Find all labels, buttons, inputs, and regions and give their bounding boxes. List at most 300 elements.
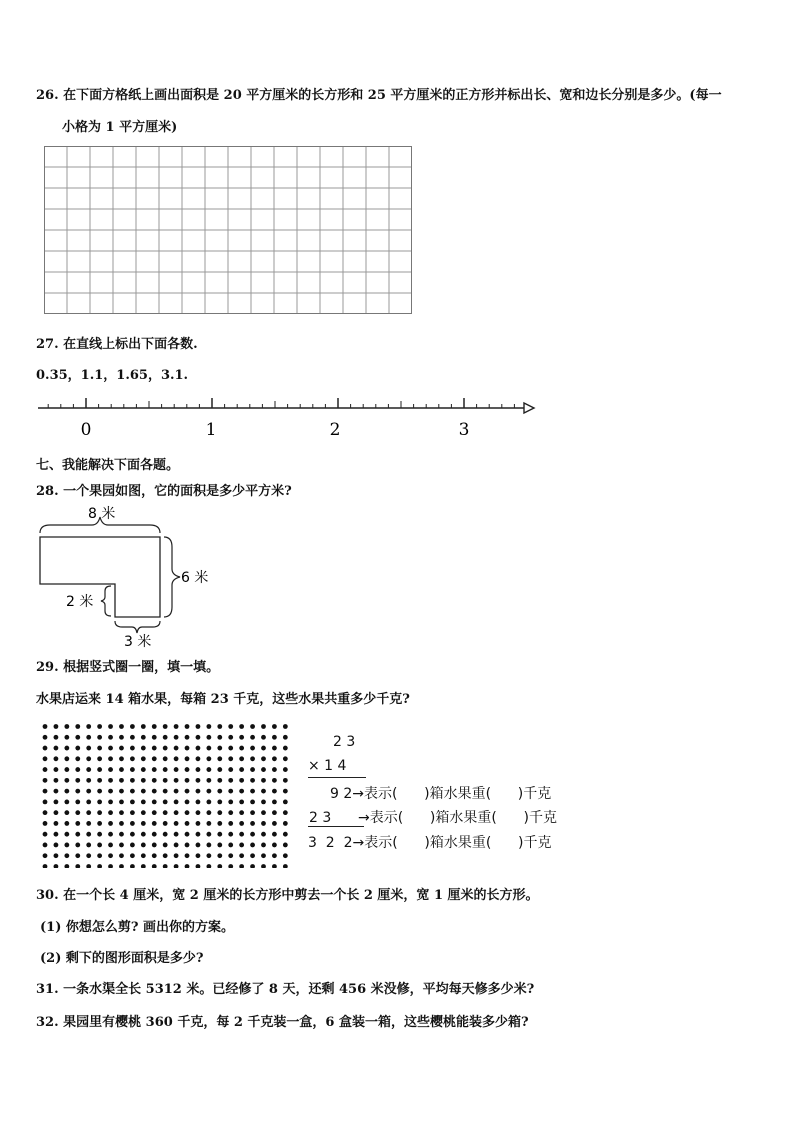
dot[interactable]: [119, 746, 124, 751]
dot[interactable]: [108, 843, 113, 848]
dot[interactable]: [239, 843, 244, 848]
dot[interactable]: [119, 810, 124, 815]
dot[interactable]: [174, 832, 179, 837]
dot[interactable]: [239, 853, 244, 858]
dot[interactable]: [228, 767, 233, 772]
dot[interactable]: [43, 789, 48, 794]
dot[interactable]: [196, 853, 201, 858]
dot[interactable]: [283, 843, 288, 848]
dot[interactable]: [97, 778, 102, 783]
dot[interactable]: [174, 778, 179, 783]
dot[interactable]: [283, 799, 288, 804]
dot[interactable]: [54, 756, 59, 761]
dot[interactable]: [261, 778, 266, 783]
dot[interactable]: [130, 789, 135, 794]
dot[interactable]: [130, 843, 135, 848]
dot[interactable]: [119, 853, 124, 858]
dot[interactable]: [43, 767, 48, 772]
dot[interactable]: [108, 810, 113, 815]
dot[interactable]: [108, 746, 113, 751]
dot[interactable]: [239, 832, 244, 837]
dot[interactable]: [86, 810, 91, 815]
dot[interactable]: [108, 778, 113, 783]
dot[interactable]: [261, 864, 266, 868]
dot[interactable]: [75, 767, 80, 772]
dot[interactable]: [261, 799, 266, 804]
dot[interactable]: [239, 746, 244, 751]
dot[interactable]: [54, 810, 59, 815]
dot[interactable]: [206, 864, 211, 868]
dot[interactable]: [152, 767, 157, 772]
dot[interactable]: [174, 799, 179, 804]
dot[interactable]: [272, 843, 277, 848]
dot[interactable]: [130, 810, 135, 815]
dot[interactable]: [97, 789, 102, 794]
dot[interactable]: [228, 735, 233, 740]
dot[interactable]: [75, 756, 80, 761]
dot[interactable]: [43, 853, 48, 858]
dot[interactable]: [174, 821, 179, 826]
dot[interactable]: [130, 821, 135, 826]
dot[interactable]: [97, 767, 102, 772]
dot[interactable]: [43, 810, 48, 815]
dot[interactable]: [119, 778, 124, 783]
dot[interactable]: [75, 789, 80, 794]
dot[interactable]: [64, 810, 69, 815]
dot[interactable]: [119, 756, 124, 761]
dot[interactable]: [174, 735, 179, 740]
dot[interactable]: [141, 778, 146, 783]
dot[interactable]: [119, 724, 124, 729]
dot[interactable]: [261, 756, 266, 761]
dot[interactable]: [86, 756, 91, 761]
dot[interactable]: [206, 810, 211, 815]
dot[interactable]: [239, 756, 244, 761]
dot[interactable]: [206, 799, 211, 804]
dot[interactable]: [97, 746, 102, 751]
dot[interactable]: [217, 746, 222, 751]
dot[interactable]: [283, 864, 288, 868]
dot[interactable]: [250, 756, 255, 761]
dot[interactable]: [217, 778, 222, 783]
dot[interactable]: [163, 778, 168, 783]
dot[interactable]: [206, 735, 211, 740]
dot[interactable]: [86, 853, 91, 858]
dot[interactable]: [43, 821, 48, 826]
dot[interactable]: [185, 746, 190, 751]
dot[interactable]: [141, 843, 146, 848]
dot[interactable]: [119, 864, 124, 868]
dot[interactable]: [283, 853, 288, 858]
dot[interactable]: [228, 821, 233, 826]
dot[interactable]: [261, 821, 266, 826]
dot[interactable]: [43, 864, 48, 868]
dot[interactable]: [283, 735, 288, 740]
dot[interactable]: [217, 724, 222, 729]
dot[interactable]: [185, 810, 190, 815]
dot[interactable]: [206, 843, 211, 848]
dot[interactable]: [64, 821, 69, 826]
dot[interactable]: [272, 853, 277, 858]
dot[interactable]: [272, 832, 277, 837]
dot[interactable]: [185, 724, 190, 729]
dot[interactable]: [141, 832, 146, 837]
dot[interactable]: [217, 799, 222, 804]
dot[interactable]: [272, 810, 277, 815]
dot[interactable]: [174, 789, 179, 794]
dot[interactable]: [228, 832, 233, 837]
dot[interactable]: [64, 735, 69, 740]
dot[interactable]: [174, 810, 179, 815]
dot[interactable]: [185, 756, 190, 761]
dot[interactable]: [185, 799, 190, 804]
dot[interactable]: [119, 789, 124, 794]
dot[interactable]: [75, 735, 80, 740]
dot[interactable]: [261, 789, 266, 794]
dot[interactable]: [108, 864, 113, 868]
dot[interactable]: [228, 799, 233, 804]
dot[interactable]: [130, 778, 135, 783]
dot[interactable]: [174, 864, 179, 868]
dot[interactable]: [163, 735, 168, 740]
dot[interactable]: [217, 864, 222, 868]
dot[interactable]: [283, 821, 288, 826]
dot[interactable]: [108, 789, 113, 794]
dot[interactable]: [43, 778, 48, 783]
dot[interactable]: [54, 853, 59, 858]
dot[interactable]: [239, 799, 244, 804]
dot[interactable]: [185, 853, 190, 858]
dot[interactable]: [152, 810, 157, 815]
dot[interactable]: [64, 756, 69, 761]
dot[interactable]: [239, 821, 244, 826]
dot[interactable]: [163, 810, 168, 815]
dot[interactable]: [163, 756, 168, 761]
dot[interactable]: [283, 832, 288, 837]
dot[interactable]: [206, 756, 211, 761]
dot[interactable]: [185, 778, 190, 783]
dot[interactable]: [43, 756, 48, 761]
dot[interactable]: [272, 864, 277, 868]
dot[interactable]: [97, 843, 102, 848]
dot[interactable]: [206, 746, 211, 751]
dot[interactable]: [239, 767, 244, 772]
dot[interactable]: [239, 735, 244, 740]
dot[interactable]: [97, 832, 102, 837]
dot[interactable]: [228, 789, 233, 794]
dot[interactable]: [174, 756, 179, 761]
dot[interactable]: [228, 843, 233, 848]
dot[interactable]: [261, 735, 266, 740]
dot[interactable]: [108, 821, 113, 826]
dot[interactable]: [130, 756, 135, 761]
dot[interactable]: [163, 821, 168, 826]
dot[interactable]: [75, 799, 80, 804]
dot[interactable]: [163, 832, 168, 837]
dot[interactable]: [261, 810, 266, 815]
dot[interactable]: [272, 767, 277, 772]
dot[interactable]: [250, 832, 255, 837]
dot[interactable]: [272, 778, 277, 783]
dot[interactable]: [261, 843, 266, 848]
dot[interactable]: [163, 864, 168, 868]
dot[interactable]: [250, 821, 255, 826]
dot[interactable]: [152, 778, 157, 783]
dot[interactable]: [54, 832, 59, 837]
dot[interactable]: [152, 853, 157, 858]
dot[interactable]: [64, 832, 69, 837]
dot[interactable]: [239, 810, 244, 815]
dot[interactable]: [64, 799, 69, 804]
dot[interactable]: [250, 778, 255, 783]
dot[interactable]: [185, 843, 190, 848]
dot[interactable]: [130, 724, 135, 729]
dot[interactable]: [97, 853, 102, 858]
dot[interactable]: [64, 767, 69, 772]
dot[interactable]: [261, 746, 266, 751]
dot[interactable]: [54, 767, 59, 772]
dot[interactable]: [130, 832, 135, 837]
dot[interactable]: [163, 853, 168, 858]
dot[interactable]: [86, 821, 91, 826]
dot[interactable]: [54, 843, 59, 848]
dot[interactable]: [43, 843, 48, 848]
dot[interactable]: [54, 799, 59, 804]
dot[interactable]: [239, 778, 244, 783]
dot[interactable]: [108, 853, 113, 858]
dot[interactable]: [217, 843, 222, 848]
dot[interactable]: [250, 843, 255, 848]
dot[interactable]: [239, 789, 244, 794]
dot[interactable]: [250, 799, 255, 804]
dot[interactable]: [250, 724, 255, 729]
dot[interactable]: [108, 756, 113, 761]
dot[interactable]: [141, 724, 146, 729]
dot[interactable]: [283, 789, 288, 794]
dot[interactable]: [43, 724, 48, 729]
dot[interactable]: [86, 799, 91, 804]
dot[interactable]: [97, 810, 102, 815]
dot[interactable]: [86, 789, 91, 794]
dot[interactable]: [97, 821, 102, 826]
dot[interactable]: [130, 799, 135, 804]
dot[interactable]: [185, 767, 190, 772]
dot[interactable]: [141, 767, 146, 772]
dot[interactable]: [64, 843, 69, 848]
dot[interactable]: [261, 767, 266, 772]
dot[interactable]: [97, 756, 102, 761]
dot[interactable]: [152, 799, 157, 804]
dot[interactable]: [108, 799, 113, 804]
dot[interactable]: [185, 864, 190, 868]
dot[interactable]: [43, 832, 48, 837]
dot[interactable]: [174, 853, 179, 858]
dot[interactable]: [206, 832, 211, 837]
dot[interactable]: [250, 810, 255, 815]
dot[interactable]: [141, 864, 146, 868]
dot[interactable]: [174, 724, 179, 729]
dot[interactable]: [283, 778, 288, 783]
dot[interactable]: [196, 724, 201, 729]
dot[interactable]: [130, 735, 135, 740]
dot[interactable]: [217, 767, 222, 772]
dot[interactable]: [86, 767, 91, 772]
dot[interactable]: [272, 735, 277, 740]
dot[interactable]: [217, 735, 222, 740]
dot[interactable]: [217, 789, 222, 794]
dot[interactable]: [152, 821, 157, 826]
dot[interactable]: [54, 724, 59, 729]
dot[interactable]: [75, 724, 80, 729]
dot[interactable]: [141, 756, 146, 761]
dot[interactable]: [86, 724, 91, 729]
dot[interactable]: [283, 810, 288, 815]
dot[interactable]: [141, 735, 146, 740]
dot[interactable]: [196, 756, 201, 761]
dot[interactable]: [54, 789, 59, 794]
dot[interactable]: [97, 864, 102, 868]
dot[interactable]: [43, 735, 48, 740]
dot[interactable]: [185, 832, 190, 837]
dot[interactable]: [196, 799, 201, 804]
dot-array[interactable]: [42, 724, 290, 868]
dot[interactable]: [54, 746, 59, 751]
dot[interactable]: [185, 735, 190, 740]
dot[interactable]: [152, 756, 157, 761]
dot[interactable]: [75, 843, 80, 848]
dot[interactable]: [250, 746, 255, 751]
dot[interactable]: [86, 864, 91, 868]
dot[interactable]: [163, 746, 168, 751]
dot[interactable]: [196, 843, 201, 848]
dot[interactable]: [217, 756, 222, 761]
dot[interactable]: [152, 735, 157, 740]
dot[interactable]: [196, 778, 201, 783]
dot[interactable]: [196, 789, 201, 794]
dot[interactable]: [217, 832, 222, 837]
dot[interactable]: [272, 821, 277, 826]
dot[interactable]: [185, 789, 190, 794]
dot[interactable]: [119, 767, 124, 772]
dot[interactable]: [97, 724, 102, 729]
dot[interactable]: [141, 821, 146, 826]
dot[interactable]: [54, 821, 59, 826]
dot[interactable]: [43, 799, 48, 804]
dot[interactable]: [75, 778, 80, 783]
dot[interactable]: [163, 767, 168, 772]
dot[interactable]: [163, 724, 168, 729]
dot[interactable]: [75, 832, 80, 837]
dot[interactable]: [152, 832, 157, 837]
dot[interactable]: [119, 799, 124, 804]
dot[interactable]: [272, 789, 277, 794]
dot[interactable]: [86, 735, 91, 740]
dot[interactable]: [64, 724, 69, 729]
dot[interactable]: [152, 746, 157, 751]
dot[interactable]: [75, 746, 80, 751]
dot[interactable]: [174, 843, 179, 848]
dot[interactable]: [130, 853, 135, 858]
dot[interactable]: [239, 724, 244, 729]
dot[interactable]: [272, 724, 277, 729]
dot[interactable]: [196, 864, 201, 868]
dot[interactable]: [119, 843, 124, 848]
dot[interactable]: [75, 821, 80, 826]
dot[interactable]: [119, 821, 124, 826]
dot[interactable]: [130, 864, 135, 868]
dot[interactable]: [228, 756, 233, 761]
dot[interactable]: [64, 746, 69, 751]
dot[interactable]: [43, 746, 48, 751]
dot[interactable]: [152, 843, 157, 848]
dot[interactable]: [64, 789, 69, 794]
dot[interactable]: [250, 853, 255, 858]
dot[interactable]: [261, 853, 266, 858]
dot[interactable]: [75, 864, 80, 868]
dot[interactable]: [152, 864, 157, 868]
dot[interactable]: [185, 821, 190, 826]
dot[interactable]: [283, 767, 288, 772]
dot[interactable]: [272, 799, 277, 804]
dot[interactable]: [97, 735, 102, 740]
dot[interactable]: [174, 746, 179, 751]
dot[interactable]: [196, 832, 201, 837]
dot[interactable]: [283, 756, 288, 761]
dot[interactable]: [250, 789, 255, 794]
dot[interactable]: [108, 724, 113, 729]
dot[interactable]: [141, 853, 146, 858]
dot[interactable]: [64, 853, 69, 858]
dot[interactable]: [261, 832, 266, 837]
dot[interactable]: [130, 746, 135, 751]
dot[interactable]: [108, 735, 113, 740]
dot[interactable]: [206, 821, 211, 826]
dot[interactable]: [86, 746, 91, 751]
dot[interactable]: [196, 821, 201, 826]
dot[interactable]: [228, 724, 233, 729]
dot[interactable]: [283, 724, 288, 729]
dot[interactable]: [206, 778, 211, 783]
dot[interactable]: [206, 853, 211, 858]
dot[interactable]: [206, 789, 211, 794]
dot[interactable]: [141, 810, 146, 815]
dot[interactable]: [228, 746, 233, 751]
dot[interactable]: [283, 746, 288, 751]
dot[interactable]: [228, 853, 233, 858]
dot[interactable]: [239, 864, 244, 868]
dot[interactable]: [163, 843, 168, 848]
dot[interactable]: [108, 767, 113, 772]
dot[interactable]: [152, 724, 157, 729]
dot[interactable]: [196, 735, 201, 740]
dot[interactable]: [86, 843, 91, 848]
dot[interactable]: [108, 832, 113, 837]
dot[interactable]: [217, 821, 222, 826]
dot[interactable]: [54, 735, 59, 740]
dot[interactable]: [54, 864, 59, 868]
dot[interactable]: [250, 767, 255, 772]
dot[interactable]: [141, 799, 146, 804]
dot[interactable]: [141, 746, 146, 751]
dot[interactable]: [163, 799, 168, 804]
dot[interactable]: [217, 853, 222, 858]
dot[interactable]: [261, 724, 266, 729]
dot[interactable]: [272, 746, 277, 751]
dot[interactable]: [228, 864, 233, 868]
dot[interactable]: [250, 864, 255, 868]
dot[interactable]: [163, 789, 168, 794]
dot[interactable]: [75, 853, 80, 858]
